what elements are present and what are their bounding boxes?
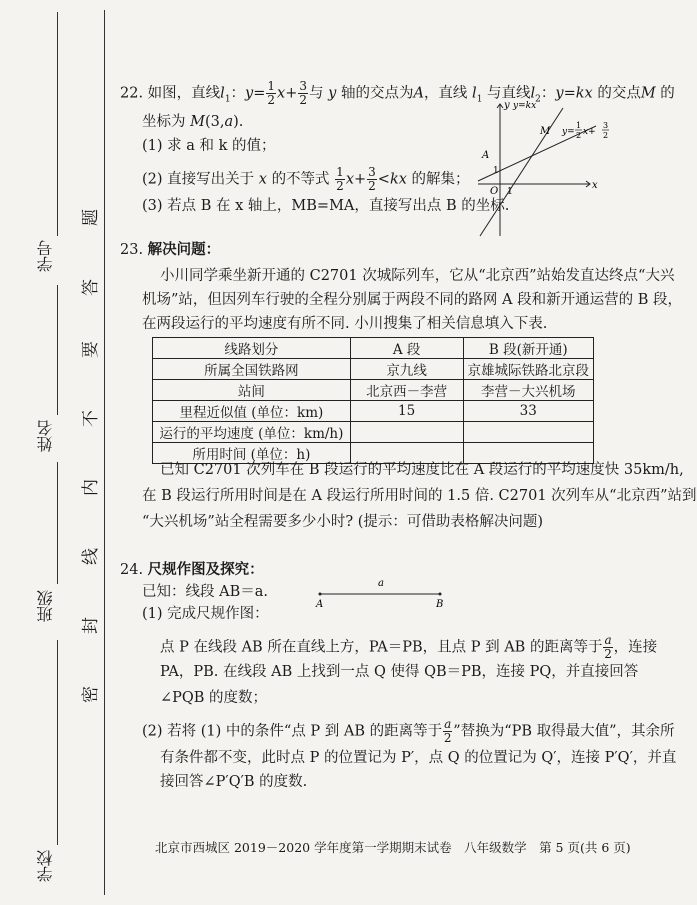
table-cell: 33 [463,401,594,422]
label-name: 姓名 [36,420,55,452]
seal-char: 不 [81,410,101,427]
svg-text:2: 2 [576,131,582,140]
seal-char: 答 [81,279,101,296]
seal-char: 内 [81,479,101,496]
q24-p1-line3: ∠PQB 的度数； [160,690,268,706]
school-blank [57,640,58,845]
label-student-id: 学号 [36,240,55,272]
seal-line [104,10,105,895]
student-id-blank [57,12,58,236]
table-cell: 站间 [153,380,351,401]
q22-part3: (3) 若点 B 在 x 轴上，MB=MA，直接写出点 B 的坐标. [142,198,510,214]
q22-part1: (1) 求 a 和 k 的值； [142,138,276,154]
table-row [153,380,594,401]
label-l1-prefix: y= [562,127,575,137]
table-cell: 运行的平均速度 (单位：km/h) [153,422,351,443]
label-kx: y=kx [513,101,537,111]
label-O: O [490,186,499,197]
table-cell: 15 [350,401,463,422]
binding-margin [0,0,105,905]
segment-ab-figure [310,574,455,610]
q23-para1: 小川同学乘坐新开通的 C2701 次城际列车，它从“北京西”站始发直达终点“大兴 [160,268,675,284]
q23-para6: “大兴机场”站全程需要多少小时? (提示：可借助表格解决问题) [142,514,544,530]
seal-char: 封 [81,617,101,634]
table-cell: 所用时间 (单位：h) [153,443,351,464]
q24-p1-line1: 点 P 在线段 AB 所在直线上方，PA＝PB，且点 P 到 AB 的距离等于 $\frac{a}{2}$ ，连接 [160,633,658,661]
q23-para4: 已知 C2701 次列车在 B 段运行的平均速度比在 A 段运行的平均速度快 35km/h, [160,462,684,478]
q23-para3: 在两段运行的平均速度有所不同. 小川搜集了相关信息填入下表. [142,316,548,332]
table-row [153,401,594,422]
table-row [153,359,594,380]
table-cell: 线路划分 [153,338,351,359]
q24-p1-line2: PA，PB. 在线段 AB 上找到一点 Q 使得 QB＝PB，连接 PQ，并直接回答 [160,664,639,680]
table-cell [350,422,463,443]
label-y: y [504,100,510,111]
table-cell: 京雄城际铁路北京段 [463,359,594,380]
q23-para5: 在 B 段运行所用时间是在 A 段运行所用时间的 1.5 倍. C2701 次列车从“北京西”站到 [142,488,697,504]
label-x: x [592,180,598,191]
label-seg-a: a [378,578,384,589]
q24-p2-line3: 接回答∠P′Q′B 的度数. [160,774,308,790]
table-row [153,422,594,443]
label-one-x: 1 [507,187,513,197]
q22-line2: 坐标为 M(3,a). [142,114,244,130]
q24-part1: (1) 完成尺规作图： [142,606,269,622]
svg-text:3: 3 [603,121,609,130]
point-b [439,593,442,596]
q24-title: 24. 尺规作图及探究： [120,562,264,578]
q23-para2: 机场”站，但因列车行驶的全程分别属于两段不同的路网 A 段和新开通运营的 B 段， [142,292,682,308]
q24-given: 已知：线段 AB＝a. [142,584,268,600]
seal-char: 题 [81,209,101,226]
seal-char: 要 [81,341,101,358]
seal-char: 线 [81,548,101,565]
table-cell: A 段 [350,338,463,359]
label-M: M [540,126,551,137]
q24-p2-line1: (2) 若将 (1) 中的条件“点 P 到 AB 的距离等于 $\frac{a}{2}$ ”替换为“PB 取得最大值”，其余所 [142,717,675,745]
label-school: 学校 [36,850,55,882]
seal-char: 密 [81,686,101,703]
table-cell: 京九线 [350,359,463,380]
label-one-y: 1 [493,166,499,176]
label-seg-A: A [316,599,324,610]
table-cell [463,422,594,443]
q22-line1: 22. 如图，直线$l_1$：y= $\frac{1}{2}$ x+ $\frac{3}{2}$ 与 y 轴的交点为A，直线 $l_1$ 与直线$l_2$：y=kx 的交点M 的 [120,79,675,107]
class-blank [57,462,58,584]
q24-p2-line2: 有条件都不变，此时点 P 的位置记为 P′，点 Q 的位置记为 Q′，连接 P′Q′，并直 [160,750,677,766]
label-A: A [482,150,490,161]
q23-info-table [152,337,594,464]
name-blank [57,285,58,415]
q23-title: 23. 解决问题： [120,242,221,258]
table-cell: B 段(新开通) [463,338,594,359]
svg-text:2: 2 [603,131,609,140]
table-cell: 北京西－李营 [350,380,463,401]
label-class: 班级 [36,590,55,622]
point-a [319,593,322,596]
label-l1-suffix: x+ [583,127,596,137]
table-cell: 里程近似值 (单位：km) [153,401,351,422]
table-cell: 李营－大兴机场 [463,380,594,401]
table-cell: 所属全国铁路网 [153,359,351,380]
table-row [153,338,594,359]
page-footer: 北京市西城区 2019－2020 学年度第一学期期末试卷 八年级数学 第 5 页(共 6 页) [155,840,631,855]
svg-text:1: 1 [576,121,582,130]
q22-part2: (2) 直接写出关于 x 的不等式 $\frac{1}{2}$ x+ $\frac{3}{2}$ <kx 的解集； [142,165,470,193]
label-seg-B: B [436,599,444,610]
q22-graph [478,96,613,238]
